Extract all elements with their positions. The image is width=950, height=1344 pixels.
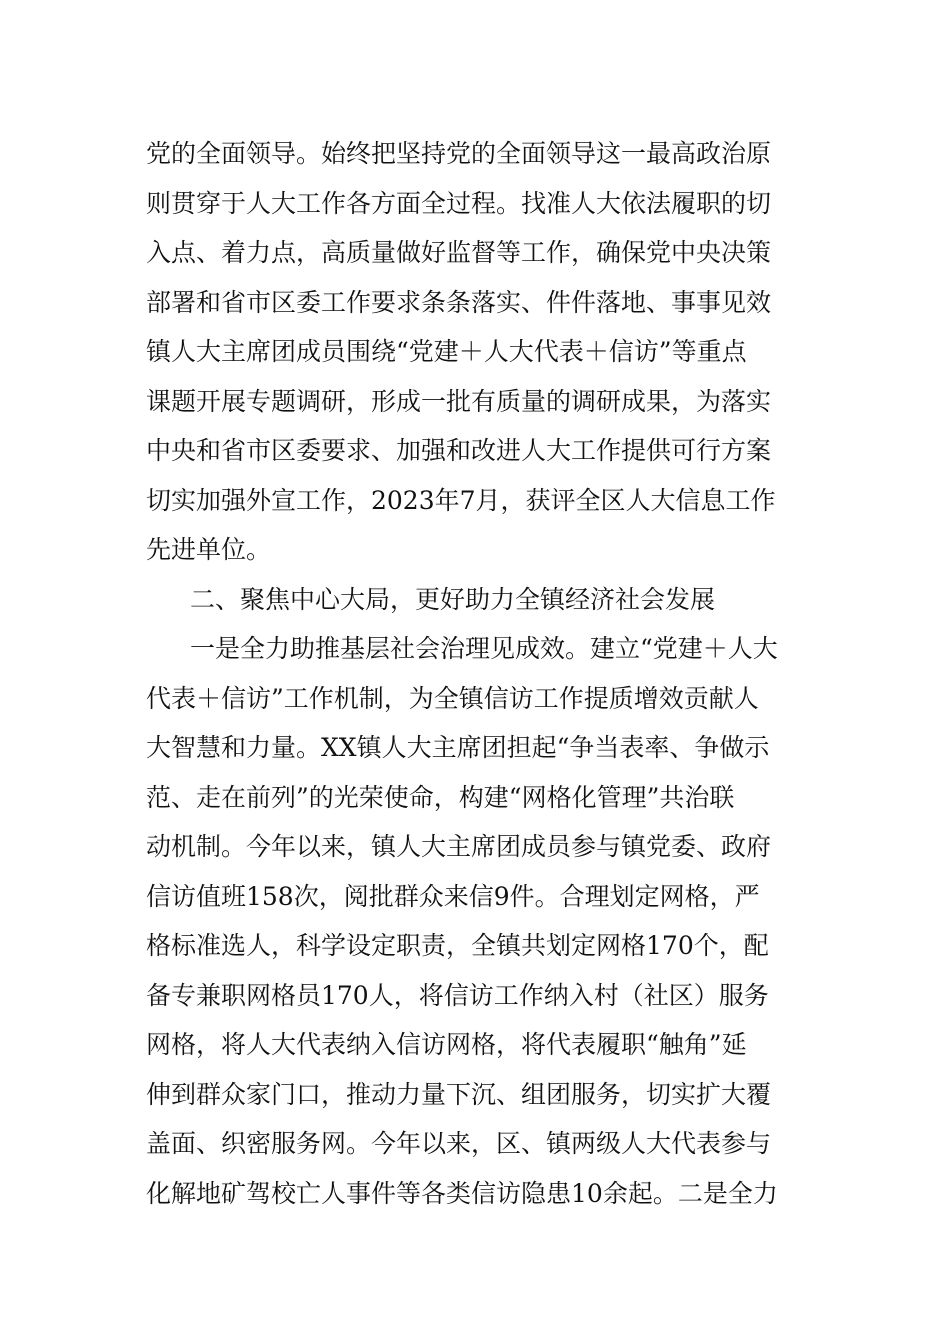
body-text-line: 动机制。今年以来，镇人大主席团成员参与镇党委、政府 <box>146 832 772 861</box>
body-text-line: 先进单位。 <box>146 535 272 564</box>
body-text-line: 中央和省市区委要求、加强和改进人大工作提供可行方案 <box>146 436 772 465</box>
paragraph-first-line: 一是全力助推基层社会治理见成效。建立“党建＋人大 <box>190 634 778 663</box>
body-text-line: 化解地矿驾校亡人事件等各类信访隐患10余起。二是全力 <box>146 1179 778 1208</box>
body-text-line: 备专兼职网格员170人，将信访工作纳入村（社区）服务 <box>146 981 769 1010</box>
body-text-line: 网格，将人大代表纳入信访网格，将代表履职“触角”延 <box>146 1030 747 1059</box>
body-text-line: 格标准选人，科学设定职责，全镇共划定网格170个，配 <box>146 931 769 960</box>
body-text-line: 镇人大主席团成员围绕“党建＋人大代表＋信访”等重点 <box>146 337 747 366</box>
section-heading: 二、聚焦中心大局，更好助力全镇经济社会发展 <box>190 585 716 614</box>
body-text-line: 伸到群众家门口，推动力量下沉、组团服务，切实扩大覆 <box>146 1080 772 1109</box>
body-text-line: 入点、着力点，高质量做好监督等工作，确保党中央决策 <box>146 238 772 267</box>
body-text-line: 范、走在前列”的光荣使命，构建“网格化管理”共治联 <box>146 783 735 812</box>
body-text-line: 则贯穿于人大工作各方面全过程。找准人大依法履职的切 <box>146 189 772 218</box>
body-text-line: 课题开展专题调研，形成一批有质量的调研成果，为落实 <box>146 387 772 416</box>
body-text-line: 代表＋信访”工作机制，为全镇信访工作提质增效贡献人 <box>146 684 759 713</box>
body-text-line: 党的全面领导。始终把坚持党的全面领导这一最高政治原 <box>146 139 772 168</box>
body-text-line: 切实加强外宣工作，2023年7月，获评全区人大信息工作 <box>146 486 776 515</box>
body-text-line: 信访值班158次，阅批群众来信9件。合理划定网格，严 <box>146 882 760 911</box>
body-text-line: 盖面、织密服务网。今年以来，区、镇两级人大代表参与 <box>146 1129 772 1158</box>
body-text-line: 部署和省市区委工作要求条条落实、件件落地、事事见效 <box>146 288 772 317</box>
body-text-line: 大智慧和力量。XX镇人大主席团担起“争当表率、争做示 <box>146 733 770 762</box>
